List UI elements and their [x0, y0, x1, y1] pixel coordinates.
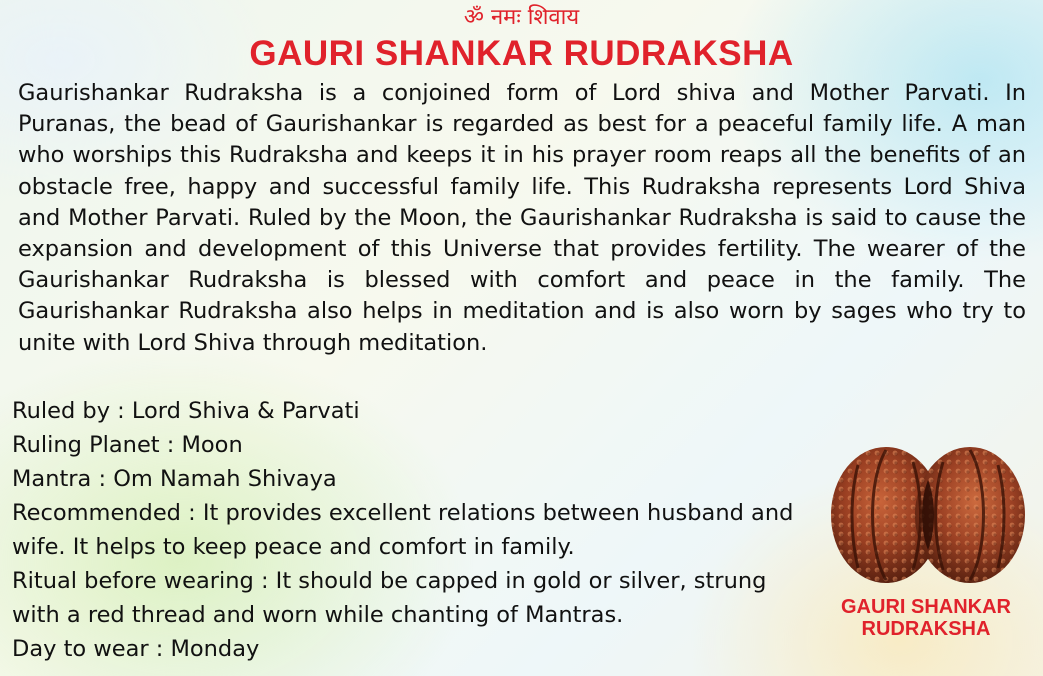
- detail-ritual: Ritual before wearing : It should be capped in gold or silver, strung with a red thread and worn while chanting of Mantras.: [12, 568, 767, 628]
- bead-caption: [800, 596, 1043, 640]
- detail-day-to-wear: Day to wear : Monday: [12, 636, 260, 662]
- bead-caption-line1: GAURI SHANKAR: [841, 596, 1011, 618]
- description-paragraph: Gaurishankar Rudraksha is a conjoined form of Lord shiva and Mother Parvati. In Puranas, the bead of Gaurishankar is regarded as best for a peaceful family life. A man who worships this Rudraksha and keeps it in his prayer room reaps all the benefits of an obstacle free, happy and successful family life. This Rudraksha represents Lord Shiva and Mother Parvati. Ruled by the Moon, the Gaurishankar Rudraksha is said to cause the expansion and development of this Universe that provides fertility. The wearer of the Gaurishankar Rudraksha is blessed with comfort and peace in the family. The Gaurishankar Rudraksha also helps in meditation and is also worn by sages who try to unite with Lord Shiva through meditation.: [18, 80, 1026, 356]
- page-title: GAURI SHANKAR RUDRAKSHA: [249, 34, 794, 73]
- detail-ruling-planet: Ruling Planet : Moon: [12, 432, 243, 458]
- om-namah-shivaya-heading: ॐ नमः शिवाय: [463, 5, 580, 30]
- details-list: [12, 394, 812, 666]
- rudraksha-bead-image: [828, 440, 1028, 590]
- detail-ruled-by: Ruled by : Lord Shiva & Parvati: [12, 398, 360, 424]
- detail-recommended: Recommended : It provides excellent relations between husband and wife. It helps to keep peace and comfort in family.: [12, 500, 794, 560]
- bead-caption-line2: RUDRAKSHA: [861, 618, 991, 640]
- detail-mantra: Mantra : Om Namah Shivaya: [12, 466, 337, 492]
